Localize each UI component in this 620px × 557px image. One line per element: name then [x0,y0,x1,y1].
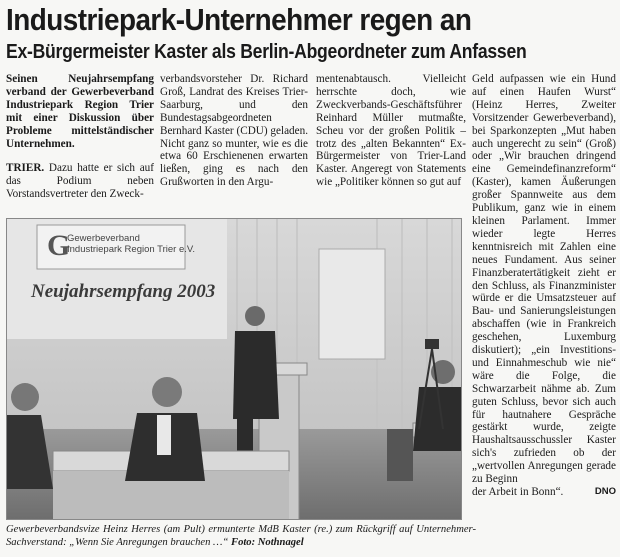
article-column-1 [6,73,154,201]
dateline-place: TRIER. [6,162,45,175]
article-lead: Seinen Neujahrsempfang verband der Gewerbeverband Industriepark Region Trier mit einer Diskussion über Probleme mittelständischer Unternehmen. [6,73,154,150]
svg-text:G: G [47,229,71,262]
banner-organisation [67,233,195,255]
banner-line-1: Gewerbeverband [67,233,140,244]
article-text: Dazu hatte er sich auf das Podium neben Vorstandsvertreter den Zweck- [6,162,154,201]
event-photo [6,218,462,520]
article-column-4 [472,73,616,499]
article-text: mentenabtausch. Vielleicht herrschte doch, wie Zweckverbands-Geschäftsführer Reinhard Müller mutmaßte, Scheu vor der großen Politik – trotz des „alten Bekannten“ Ex-Bürgermeister von Trier-Land Kaster. Angeregt von Statements wie „Politiker können so gut auf [316,73,466,189]
caption-text: Gewerbeverbandsvize Heinz Herres (am Pult) ermunterte MdB Kaster (re.) zum Rückgriff auf Unternehmer-Sachverstand: „Wenn Sie Anregungen brauchen …“ [6,524,476,548]
photo-credit: Foto: Nothnagel [231,537,304,548]
author-signature: DNO [594,486,616,497]
article-column-2 [160,73,308,189]
subheadline: Ex-Bürgermeister Kaster als Berlin-Abgeordneter zum Anfassen [6,41,527,63]
banner-title: Neujahrsempfang 2003 [31,281,216,302]
banner-line-2: Industriepark Region Trier e.V. [67,244,195,255]
article-paragraph [6,162,154,201]
article-text: verbandsvorsteher Dr. Richard Groß, Landrat des Kreises Trier-Saarburg, und den Bundestagsabgeordneten Bernhard Kaster (CDU) geladen. Nicht ganz so munter, wie es die etwa 60 Erschienenen erwarten ließen, ging es nach den Grußworten in den Argu- [160,73,308,189]
article-text: Geld aufpassen wie ein Hund auf einen Haufen Wurst“ (Heinz Herres, Zweiter Vorsitzender Gewerbeverband), bei Sparkonzepten „Mut haben auch ungerecht zu sein“ (Groß) oder „Wir brauchen dringend eine Gemeindefinanzreform“ (Kaster), kamen Äußerungen großer Spannweite aus dem Publikum, ganz wie in einem kleinen Parlament. Immer wieder legte Herres kenntnisreich mit Zahlen eine neues Fundament. Aus seiner Finanzberatertätigkeit zieht er den Schluss, als Finanzminister würde er die Umsatzsteuer auf Bau- und Sanierungsleistungen abschaffen (wie in Frankreich geschehen, Luxemburg diskutiert); „ein Investitions- und Einnahmeschub wie nie“ wäre die Folge, die Schwarzarbeit nähme ab. Zum guten Schluss, bevor sich auch für hautnahere Gespräche gestärkt wurde, zeigte Haushaltsausschussler Kaster sich's zufrieden ob der „wertvollen Anregungen gerade zu Beginn [472,73,616,486]
photo-caption [6,523,476,549]
article-text-end: der Arbeit in Bonn“. [472,486,564,498]
article-column-3 [316,73,466,189]
headline: Industriepark-Unternehmer regen an [6,2,472,37]
